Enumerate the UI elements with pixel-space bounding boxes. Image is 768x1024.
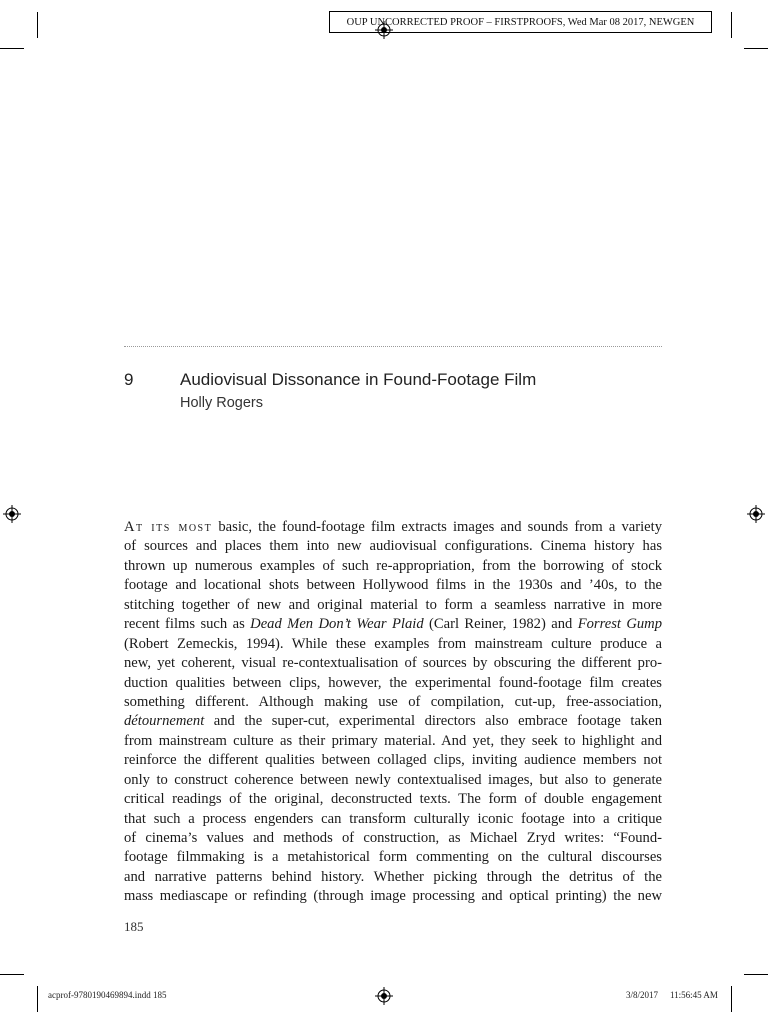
chapter-number: 9 [124, 370, 134, 389]
registration-mark-icon [375, 21, 393, 39]
page-number: 185 [124, 919, 144, 934]
slug-file: acprof-9780190469894.indd 185 [48, 990, 167, 1000]
crop-mark-bottom-left-h [0, 974, 24, 975]
registration-mark-icon [747, 505, 765, 523]
text-line: new, yet coherent, visual re-contextualisation of sources by obscuring the different pro- [124, 655, 662, 672]
slug-date: 3/8/2017 [626, 990, 659, 1000]
crop-mark-top-left-h [0, 48, 24, 49]
text-line: reinforce the different qualities between collaged clips, inviting audience members not [124, 752, 662, 769]
film-title: Forrest Gump [577, 616, 662, 633]
text-line: that such a process engenders can transform culturally iconic footage into a critique [124, 810, 662, 827]
text-line: footage and locational shots between Hollywood films in the 1930s and ’40s, to the [124, 577, 662, 594]
body-text [124, 518, 662, 907]
crop-mark-top-left-v [37, 12, 38, 38]
crop-mark-bottom-left-v [37, 986, 38, 1012]
text-line: stitching together of new and original material to form a seamless narrative in more [124, 596, 662, 613]
crop-mark-top-right-v [731, 12, 732, 38]
text-line: something different. Although making use of compilation, cut-up, free-association, [124, 693, 662, 710]
text-line: (Robert Zemeckis, 1994). While these examples from mainstream culture produce a [124, 635, 662, 652]
emphasis-term: détournement [124, 713, 205, 730]
text-line: thrown up numerous examples of such re-appropriation, from the borrowing of stock [124, 557, 662, 574]
text-line: footage filmmaking is a metahistorical form commenting on the cultural discourses [124, 849, 662, 866]
text-line: and narrative patterns behind history. Whether picking through the detritus of the [124, 868, 662, 885]
text-line: mass mediascape or refinding (through image processing and optical printing) the new [124, 888, 662, 905]
crop-mark-bottom-right-h [744, 974, 768, 975]
crop-mark-bottom-right-v [731, 986, 732, 1012]
registration-mark-icon [375, 987, 393, 1005]
text-line: recent films such as Dead Men Don’t Wear Plaid (Carl Reiner, 1982) and Forrest Gump [124, 616, 662, 633]
slug-time: 11:56:45 AM [670, 990, 718, 1000]
text-line: only to construct coherence between newly contextualised images, but also to generate [124, 771, 662, 788]
text-line: critical readings of the original, deconstructed texts. The form of double engagement [124, 791, 662, 808]
film-title: Dead Men Don’t Wear Plaid [250, 616, 424, 633]
chapter-author: Holly Rogers [180, 395, 263, 411]
text-line: At its most basic, the found-footage film extracts images and sounds from a variety [124, 519, 662, 535]
text-line: duction qualities between clips, however, the experimental found-footage film creates [124, 674, 662, 691]
chapter-rule [124, 346, 662, 347]
proof-header-text: OUP UNCORRECTED PROOF – FIRSTPROOFS, Wed Mar 08 2017, NEWGEN [346, 16, 695, 28]
chapter-title: Audiovisual Dissonance in Found-Footage Film [180, 370, 537, 389]
lead-in: At its most [124, 519, 213, 535]
text-line: détournement and the super-cut, experimental directors also embrace footage taken [124, 713, 662, 730]
text-line: from mainstream culture as their primary material. And yet, they seek to highlight and [124, 732, 662, 749]
text-line: of cinema’s values and methods of construction, as Michael Zryd writes: “Found- [124, 830, 662, 846]
registration-mark-icon [3, 505, 21, 523]
crop-mark-top-right-h [744, 48, 768, 49]
text-line: of sources and places them into new audiovisual configurations. Cinema history has [124, 538, 662, 555]
